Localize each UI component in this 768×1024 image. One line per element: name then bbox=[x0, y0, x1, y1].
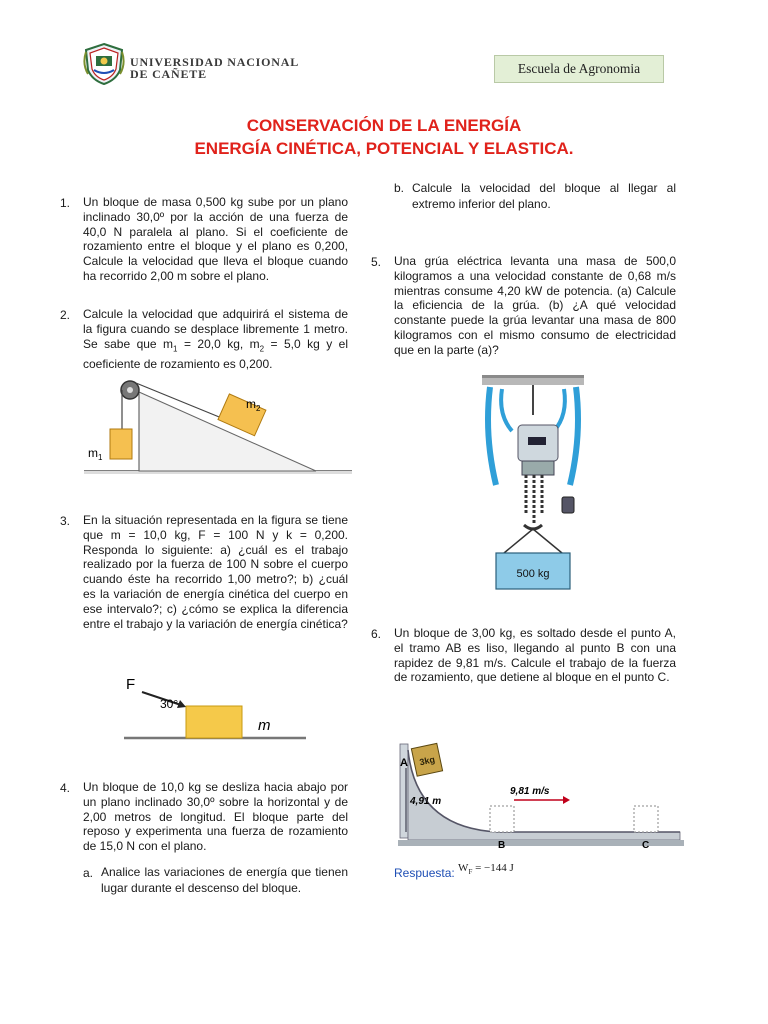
crest-icon bbox=[82, 42, 126, 86]
svg-text:3kg: 3kg bbox=[418, 754, 436, 768]
block-3kg bbox=[411, 743, 442, 776]
page-title: CONSERVACIÓN DE LA ENERGÍA bbox=[246, 116, 522, 135]
figure-pulley-incline bbox=[84, 374, 352, 479]
problem-4a-text: Analice las variaciones de energía que tienen lugar durante el descenso del bloque. bbox=[101, 865, 348, 895]
hoist-chain bbox=[526, 475, 542, 525]
block-m2 bbox=[218, 394, 266, 436]
label-m2: $m_2$ bbox=[246, 397, 261, 413]
subscript: 2 bbox=[259, 343, 265, 353]
problem-2-text-part: = 5,0 kg y el coeficiente de rozamiento es 0,200. bbox=[83, 336, 349, 371]
label-mass: m bbox=[258, 717, 271, 734]
subitem-label: b. bbox=[394, 181, 405, 195]
label-load: 500 kg bbox=[516, 568, 550, 580]
problem-4-text: Un bloque de 10,0 kg se desliza hacia abajo por un plano inclinado 30,0º sobre la horizontal y de 2,00 metros de longitud. El bloque parte del reposo y experimenta una fuerza de rozamiento de 15,0 N con el plano. bbox=[83, 780, 348, 854]
answer-label: Respuesta: bbox=[394, 866, 455, 880]
subscript: 1 bbox=[173, 343, 178, 353]
label-angle: 30° bbox=[160, 697, 179, 711]
hoist-display bbox=[528, 437, 546, 445]
problem-4b-text: Calcule la velocidad del bloque al llegar al extremo inferior del plano. bbox=[412, 181, 676, 211]
figure-force-block bbox=[120, 672, 310, 744]
page-subtitle: ENERGÍA CINÉTICA, POTENCIAL Y ELASTICA. bbox=[194, 139, 574, 158]
answer-number: = −144 J bbox=[472, 862, 514, 874]
subitem-label: a. bbox=[83, 866, 94, 880]
answer-symbol: W bbox=[458, 862, 469, 874]
label-point-b: B bbox=[498, 840, 506, 851]
problem-number: 3. bbox=[60, 514, 71, 528]
school-badge: Escuela de Agronomia bbox=[494, 55, 664, 83]
hook-icon bbox=[524, 525, 542, 529]
pulley-axle bbox=[127, 387, 133, 393]
problem-2-text bbox=[83, 307, 348, 372]
problem-1-text: Un bloque de masa 0,500 kg sube por un plano inclinado 30,0º por la acción de una fuerza de 40,0 N paralela al plano. Si el coeficiente de rozamiento entre el bloque y el plano es 0,200, Calcule la velocidad que lleva el bloque cuando ha recorrido 2,00 m sobre el plano. bbox=[83, 195, 348, 283]
label-m1: $m_1$ bbox=[88, 446, 103, 462]
answer-value bbox=[458, 862, 514, 877]
label-force: F bbox=[126, 676, 136, 693]
problem-6-text: Un bloque de 3,00 kg, es soltado desde el punto A, el tramo AB es liso, llegando al punto B con una rapidez de 9,81 m/s. Calcule el trabajo de la fuerza de rozamiento, que detiene al bloque en el punto C. bbox=[394, 626, 676, 685]
label-speed: 9,81 m/s bbox=[510, 786, 550, 797]
cable-right bbox=[570, 387, 578, 485]
problem-2-text-part: Calcule la velocidad que adquirirá el sistema de la figura cuando se desplace libremente 1 metro. Se sabe que m bbox=[83, 307, 348, 351]
problem-3-text: En la situación representada en la figura se tiene que m = 10,0 kg, F = 100 N y k = 0,200. Responda lo siguiente: a) ¿cuál es el trabajo realizado por la fuerza de 100 N sobre el cuerpo cuando éste ha recorrido 1,00 metro?; b) ¿cuál es la variación de energía cinética del cuerpo en ese intervalo?; c) ¿cómo se explica la diferencia entre el trabajo y la variación de energía cinética? bbox=[83, 513, 348, 631]
label-point-a: A bbox=[400, 757, 408, 769]
problem-number: 5. bbox=[371, 255, 382, 269]
label-height: 4,91 m bbox=[410, 796, 442, 807]
block-position-b bbox=[490, 806, 514, 832]
figure-curved-track bbox=[398, 740, 684, 858]
block-position-c bbox=[634, 806, 658, 832]
university-logo bbox=[82, 42, 126, 86]
cable-left bbox=[488, 387, 496, 485]
label-point-c: C bbox=[642, 840, 650, 851]
problem-number: 1. bbox=[60, 196, 71, 210]
block-m bbox=[186, 706, 242, 738]
university-name-line2: DE CAÑETE bbox=[130, 67, 207, 81]
answer-subscript: F bbox=[468, 868, 473, 877]
problem-5-text: Una grúa eléctrica levanta una masa de 500,0 kilogramos a una velocidad constante de 0,68 m/s mientras consume 4,20 kW de potencia. (a) Calcule la eficiencia de la grúa. (b) ¿A qué velocidad constante puede la grúa levantar una masa de 800 kilogramos con el mismo consumo de electricidad que en la parte (a)? bbox=[394, 254, 676, 357]
problem-2-text-part: = 20,0 kg, m bbox=[177, 336, 260, 351]
problem-number: 4. bbox=[60, 781, 71, 795]
answer-line bbox=[394, 862, 514, 882]
arrowhead-icon bbox=[563, 796, 570, 804]
figure-crane bbox=[482, 375, 584, 595]
problem-number: 2. bbox=[60, 308, 71, 322]
problem-number: 6. bbox=[371, 627, 382, 641]
remote-control-icon bbox=[562, 497, 574, 513]
block-m1 bbox=[110, 429, 132, 459]
university-name-line1: UNIVERSIDAD NACIONAL bbox=[130, 55, 300, 69]
